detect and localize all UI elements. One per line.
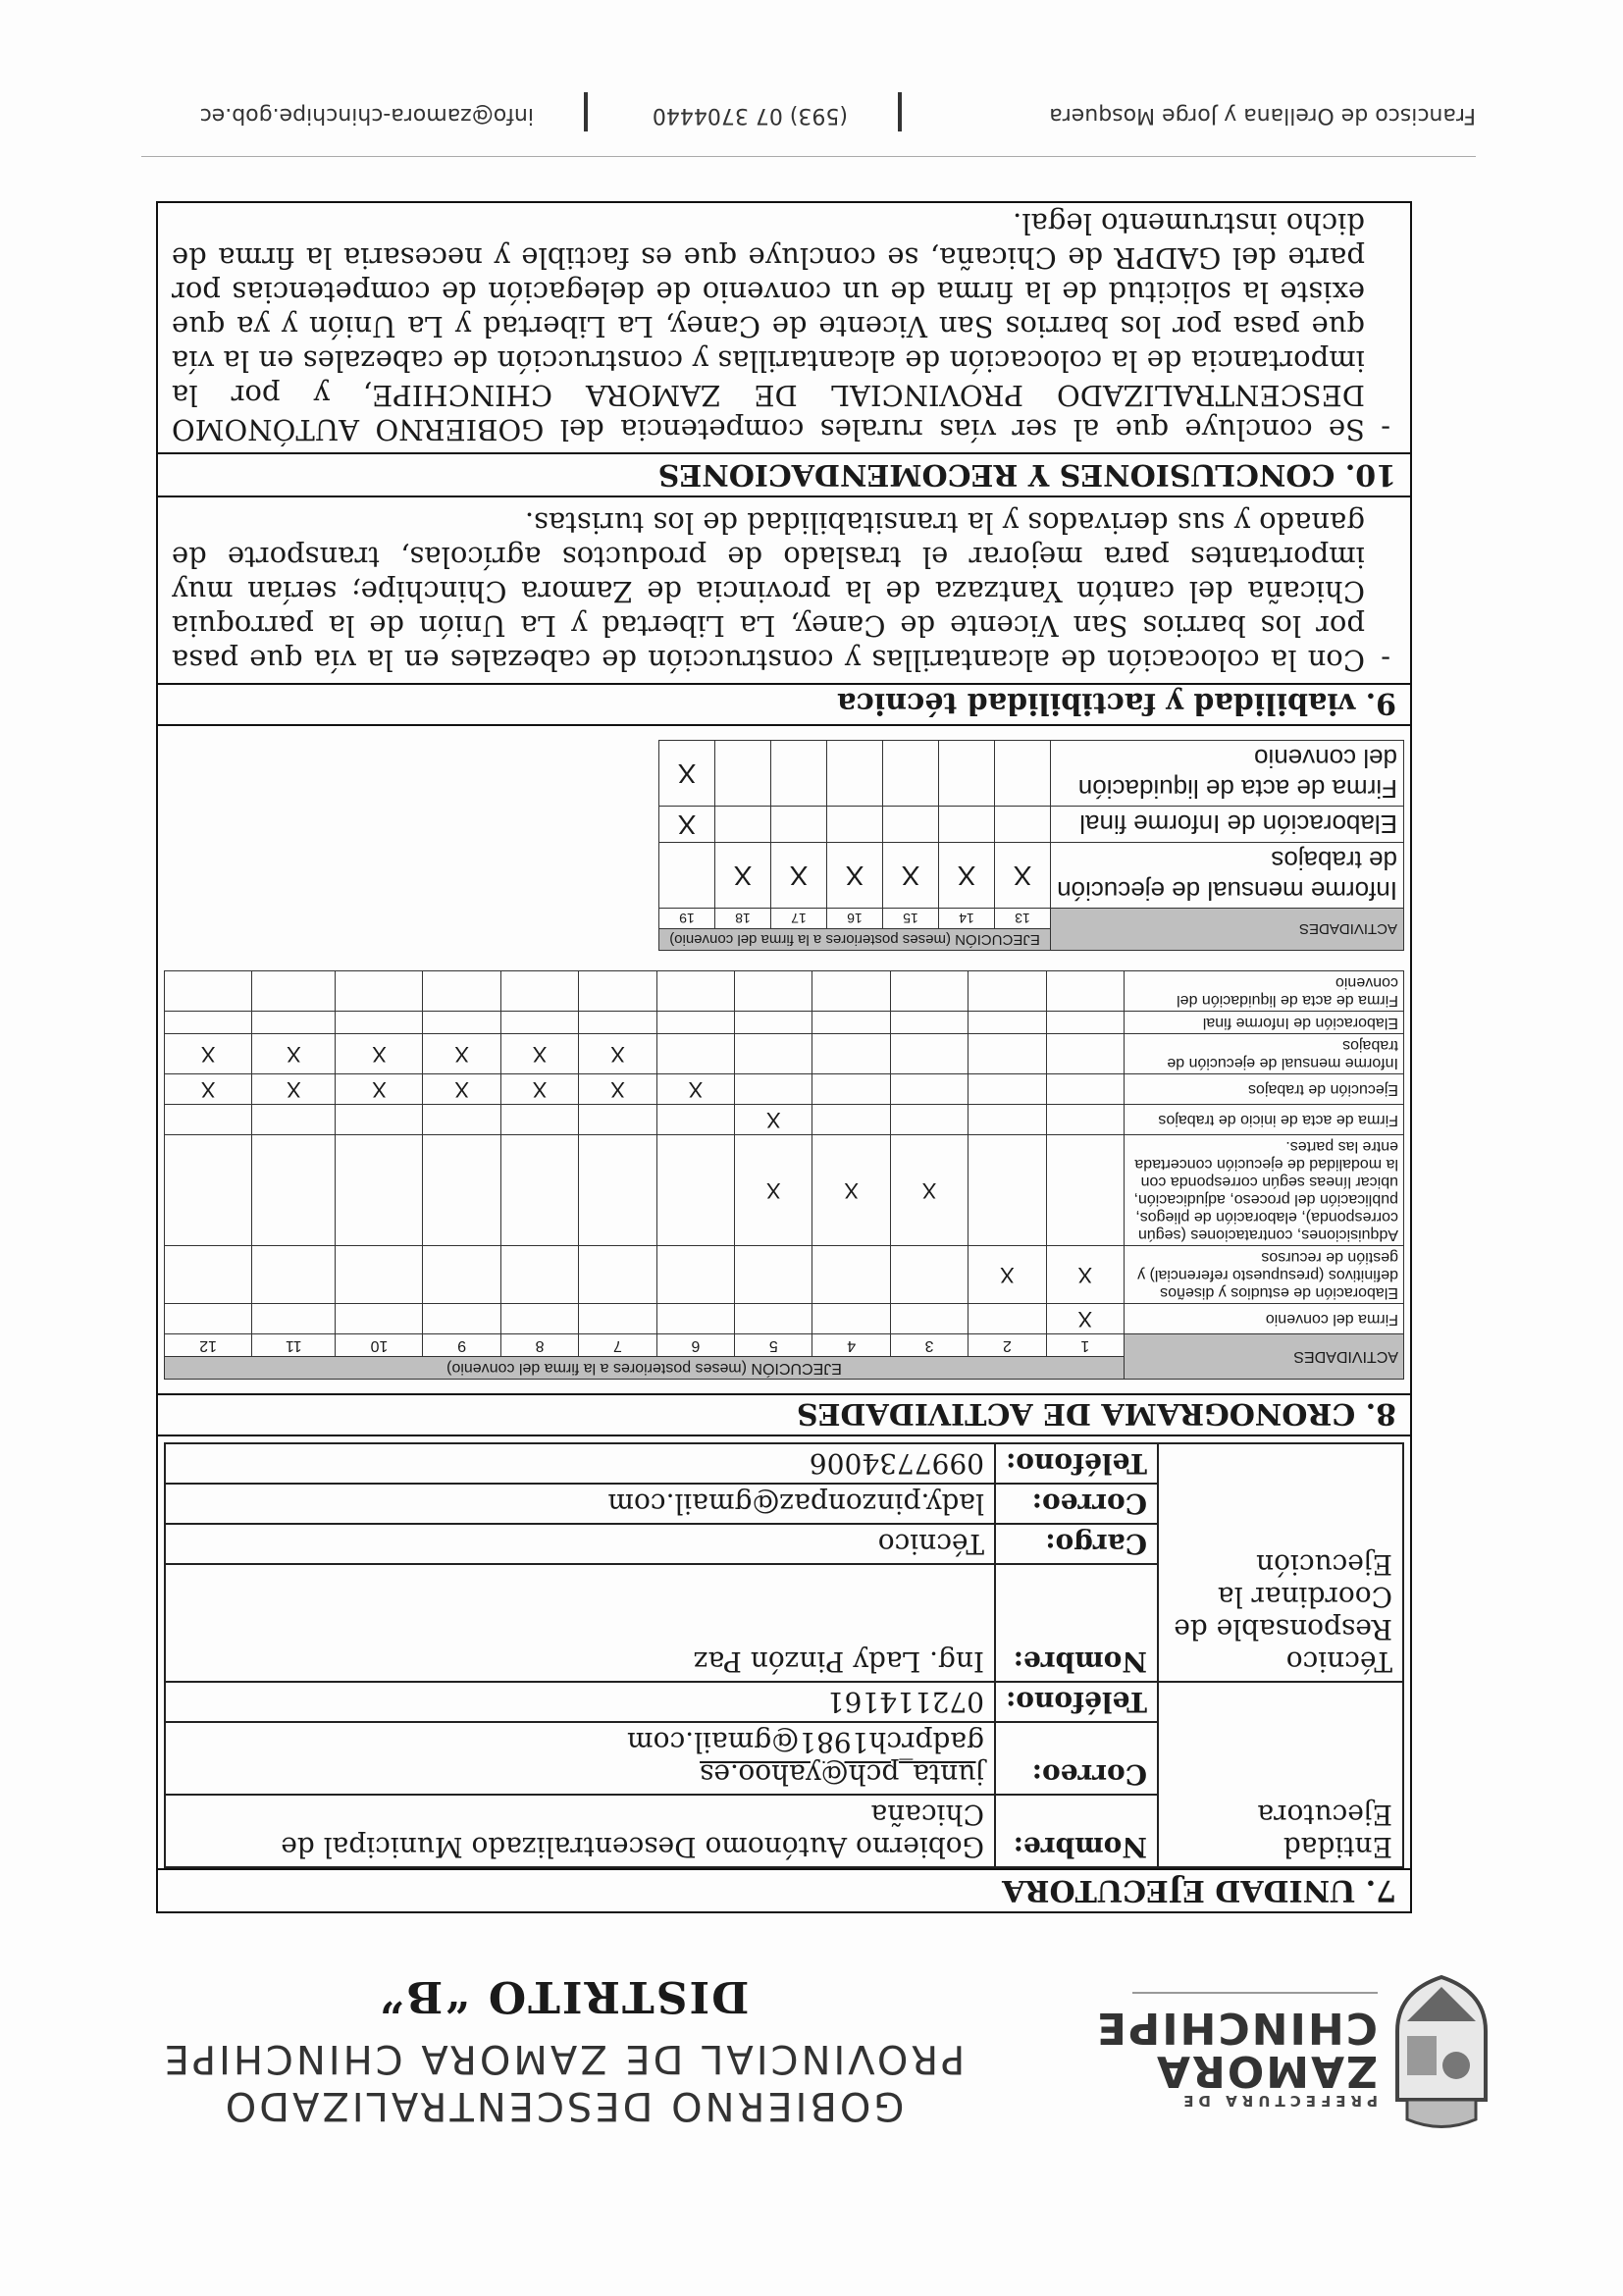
schedule-mark [735,971,812,1012]
tech-phone: 0997734006 [165,1443,995,1484]
schedule-mark [423,1304,500,1334]
section-9-text: Con la colocación de alcantarillas y construcción de cabezales en la vía que pasa por los barrios San Vicente de Caney, La Libertad y La Unión de la parroquia Chicaña del cantón Yantzaza de la provincia de Zamora Chinchipe; serían muy importantes para mejorar el traslado de productos agrícolas, transporte de ganado y sus derivados y la transitabilidad de los turistas. [172,506,1365,677]
coat-of-arms-icon [1387,1972,1495,2129]
schedule-mark [252,971,336,1012]
schedule-mark: X [735,1135,812,1246]
schedule-mark [969,1012,1046,1034]
schedule-mark: X [336,1074,423,1105]
schedule2-month-14: 14 [939,909,995,929]
schedule-mark [656,1012,734,1034]
tech-role: Técnico Responsable de Coordinar la Ejecución [1158,1443,1403,1682]
schedule-mark [890,1034,968,1074]
schedule-mark: X [939,843,995,909]
schedule-mark [890,1304,968,1334]
schedule-mark [165,1304,252,1334]
schedule-mark [969,1074,1046,1105]
schedule-mark [715,807,771,843]
schedule-month-2: 2 [969,1334,1046,1357]
schedule-mark: X [252,1034,336,1074]
schedule-month-7: 7 [579,1334,656,1357]
schedule-mark [969,1105,1046,1135]
schedule-mark [1046,1034,1124,1074]
schedule-mark [656,1246,734,1304]
schedule-activity: Adquisiciones, contrataciones (según corresponda), elaboración de pliegos, publicación del proceso, adjudicación, ubicar líneas según corresponda con la modalidad de ejecución concertada entre las partes. [1125,1135,1404,1246]
schedule-mark [579,1135,656,1246]
schedule-row [165,1105,1404,1135]
schedule2-month-17: 17 [771,909,827,929]
schedule-mark [500,1105,578,1135]
schedule-row [165,1135,1404,1246]
schedule-mark: X [995,843,1051,909]
schedule-mark [656,1304,734,1334]
schedule-mark [656,1034,734,1074]
schedule-month-6: 6 [656,1334,734,1357]
schedule-mark [656,971,734,1012]
schedule-mark [883,807,939,843]
schedule-month-9: 9 [423,1334,500,1357]
footer-email: info@zamora-chinchipe.gob.ec [199,103,534,128]
schedule-mark [812,1074,890,1105]
schedule-row [165,1012,1404,1034]
schedule-mark [1046,971,1124,1012]
tech-name-label: Nombre: [995,1564,1158,1682]
schedule-mark [735,1074,812,1105]
bullet-dash: - [1381,644,1390,677]
schedule-mark [336,971,423,1012]
schedule-mark [579,1246,656,1304]
entity-name-label: Nombre: [995,1795,1158,1867]
schedule-mark: X [1046,1304,1124,1334]
schedule-mark [890,971,968,1012]
schedule-mark [995,741,1051,807]
schedule-mark [500,1246,578,1304]
entity-email-label: Correo: [995,1722,1158,1795]
entity-phone-label: Teléfono: [995,1682,1158,1722]
schedule-mark [656,1135,734,1246]
section-9-paragraph [158,496,1410,683]
schedule-mark [423,1135,500,1246]
entity-role: Entidad Ejecutora [1158,1682,1403,1867]
schedule-mark [423,1105,500,1135]
schedule-mark: X [579,1034,656,1074]
entity-email-1: junta_pch@yahoo.es [700,1758,985,1791]
schedule-activity: Elaboración de Informe final [1051,807,1404,843]
schedule-month-11: 11 [252,1334,336,1357]
logo-line-2: CHINCHIPE [1094,2003,1378,2053]
schedule-mark: X [165,1034,252,1074]
schedule-mark [252,1246,336,1304]
schedule-table-1 [164,970,1404,1380]
schedule-activity: Informe mensual de ejecución de trabajos [1125,1034,1404,1074]
schedule-mark: X [423,1074,500,1105]
schedule-mark [1046,1074,1124,1105]
schedule-row [165,1304,1404,1334]
schedule-row [165,1074,1404,1105]
schedule-activity: Informe mensual de ejecución de trabajos [1051,843,1404,909]
schedule-mark [1046,1105,1124,1135]
schedule-mark [969,1135,1046,1246]
section-9-title: 9. viabilidad y factibilidad técnica [158,683,1410,726]
schedule-row [165,1246,1404,1304]
schedule-mark [500,1304,578,1334]
section-10-title: 10. CONCLUSIONES Y RECOMENDACIONES [158,452,1410,496]
schedule-mark [969,1304,1046,1334]
schedule-mark [812,1034,890,1074]
schedule-mark [812,1105,890,1135]
schedule2-month-15: 15 [883,909,939,929]
footer-separator [584,92,588,131]
schedule-mark [165,1012,252,1034]
schedule-row [659,843,1404,909]
entity-emails [165,1722,995,1795]
schedule-mark [939,741,995,807]
schedule-mark [812,971,890,1012]
schedule-mark [252,1105,336,1135]
schedule-mark [165,971,252,1012]
schedule-mark [252,1135,336,1246]
schedule-mark [336,1012,423,1034]
schedule-row [659,807,1404,843]
district-title: DISTRITO “B” [377,1971,750,2021]
schedule-mark [423,1246,500,1304]
schedule2-month-18: 18 [715,909,771,929]
entity-email-2: gadprch1981@gmail.com [627,1726,985,1758]
schedule-activity: Firma de acta de liquidación del convenio [1125,971,1404,1012]
schedule-mark: X [165,1074,252,1105]
schedule2-execution-header: EJECUCIÓN (meses posteriores a la firma del convenio) [659,929,1051,951]
schedule-mark [883,741,939,807]
schedule-mark [579,1304,656,1334]
schedule-activity: Elaboración de estudios y diseños definitivos (presupuesto referencial) y gestión de recursos [1125,1246,1404,1304]
schedule-mark: X [336,1034,423,1074]
schedule-month-1: 1 [1046,1334,1124,1357]
schedule-mark: X [1046,1246,1124,1304]
schedule2-activities-header: ACTIVIDADES [1051,909,1404,951]
schedule-mark: X [579,1074,656,1105]
schedule-mark [890,1074,968,1105]
schedule-mark [336,1135,423,1246]
schedule-mark [812,1304,890,1334]
footer-separator [898,92,902,131]
schedule-mark [890,1012,968,1034]
schedule-mark [1046,1012,1124,1034]
logo-line-1: ZAMORA [1154,2046,1378,2096]
schedule2-month-16: 16 [827,909,883,929]
schedule-mark [735,1246,812,1304]
schedule-mark [423,971,500,1012]
footer-divider [141,156,1476,157]
prefecture-logo [1094,1953,1495,2139]
schedule-mark [500,971,578,1012]
executing-unit-table [164,1442,1404,1868]
tech-position-label: Cargo: [995,1524,1158,1564]
schedule-execution-header: EJECUCIÓN (meses posteriores a la firma del convenio) [165,1357,1125,1380]
schedule-mark [656,1105,734,1135]
schedule-mark [969,971,1046,1012]
tech-email-label: Correo: [995,1484,1158,1524]
schedule-mark: X [827,843,883,909]
government-title [102,2035,1024,2129]
logo-small-text: PREFECTURA DE [1178,2092,1378,2110]
schedule-mark [500,1012,578,1034]
schedule-month-5: 5 [735,1334,812,1357]
schedule-mark: X [500,1074,578,1105]
schedule-mark: X [735,1105,812,1135]
schedule-mark [827,807,883,843]
schedule2-month-19: 19 [659,909,715,929]
entity-name: Gobierno Autónomo Descentralizado Municipal de Chicaña [165,1795,995,1867]
schedule-mark: X [423,1034,500,1074]
schedule-mark [715,741,771,807]
logo-divider [1132,1992,1378,1994]
schedule-activity: Firma de acta de inicio de trabajos [1125,1105,1404,1135]
schedule-mark: X [500,1034,578,1074]
report-body [156,201,1412,1913]
footer [122,88,1476,128]
section-10-paragraph [158,198,1410,452]
schedule-mark [1046,1135,1124,1246]
schedule-month-4: 4 [812,1334,890,1357]
schedule-mark: X [969,1246,1046,1304]
schedule-mark [890,1105,968,1135]
schedule-mark [995,807,1051,843]
schedule-mark [252,1012,336,1034]
bullet-dash: - [1381,413,1390,446]
schedule-activity: Firma del convenio [1125,1304,1404,1334]
schedule-mark: X [656,1074,734,1105]
schedule-mark [579,971,656,1012]
schedule-mark [735,1012,812,1034]
schedule-month-3: 3 [890,1334,968,1357]
schedule-mark [165,1135,252,1246]
schedule-mark [579,1105,656,1135]
schedule-activity: Firma de acta de liquidación del convenio [1051,741,1404,807]
schedule-mark: X [659,741,715,807]
schedule2-month-13: 13 [995,909,1051,929]
schedule-activity: Elaboración de Informe final [1125,1012,1404,1034]
schedule-mark [579,1012,656,1034]
tech-position: Técnico [165,1524,995,1564]
schedule-mark: X [883,843,939,909]
schedule-mark: X [771,843,827,909]
schedule-mark [500,1135,578,1246]
government-title-line-1: GOBIERNO DESCENTRALIZADO [222,2083,905,2128]
schedule-mark: X [890,1135,968,1246]
government-title-line-2: PROVINCIAL DE ZAMORA CHINCHIPE [161,2036,966,2081]
schedule-month-8: 8 [500,1334,578,1357]
letterhead [82,1933,1535,2139]
schedule-table-2 [658,740,1404,951]
schedule-mark [423,1012,500,1034]
schedule-mark [812,1012,890,1034]
schedule-mark [659,843,715,909]
section-7-title: 7. UNIDAD EJECUTORA [158,1868,1410,1911]
schedule-mark [735,1034,812,1074]
schedule-mark [252,1304,336,1334]
schedule-mark [969,1034,1046,1074]
schedule-mark: X [659,807,715,843]
schedule-row [165,1034,1404,1074]
footer-address: Francisco de Orellana y Jorge Mosquera [1049,103,1476,128]
schedule-mark [735,1304,812,1334]
entity-phone: 072114161 [165,1682,995,1722]
schedule-mark: X [812,1135,890,1246]
schedule-mark [827,741,883,807]
schedule-mark [165,1246,252,1304]
schedule-mark [812,1246,890,1304]
schedule-mark [771,741,827,807]
schedule-mark: X [252,1074,336,1105]
schedule-mark [890,1246,968,1304]
schedule-mark [336,1105,423,1135]
schedule-mark [336,1304,423,1334]
schedule-activities-header: ACTIVIDADES [1125,1334,1404,1380]
schedule-mark [165,1105,252,1135]
tech-name: Ing. Lady Pinzón Paz [165,1564,995,1682]
schedule-month-10: 10 [336,1334,423,1357]
schedule-month-12: 12 [165,1334,252,1357]
schedule-row [165,971,1404,1012]
tech-email: lady.pinzonpaz@gmail.com [165,1484,995,1524]
schedule-mark [939,807,995,843]
tech-phone-label: Teléfono: [995,1443,1158,1484]
schedule-mark: X [715,843,771,909]
footer-phone: (593) 07 3704440 [652,103,848,128]
schedule-row [659,741,1404,807]
section-10-text: Se concluye que al ser vías rurales competencia del GOBIERNO AUTÓNOMO DESCENTRALIZADO PROVINCIAL DE ZAMORA CHINCHIPE, y por la importancia de la colocación de alcantarillas y construcción de cabezales en la vía que pasa por los barrios San Vicente de Caney, La Libertad y La Unión y ya que existe la solicitud de la firma de un convenio de delegación de competencias por parte del GADPR de Chicaña, se concluye que es factible y necesaria la firma de dicho instrumento legal. [172,207,1365,446]
section-8-title: 8. CRONOGRAMA DE ACTIVIDADES [158,1393,1410,1436]
schedule-mark [771,807,827,843]
schedule-activity: Ejecución de trabajos [1125,1074,1404,1105]
schedule-mark [336,1246,423,1304]
